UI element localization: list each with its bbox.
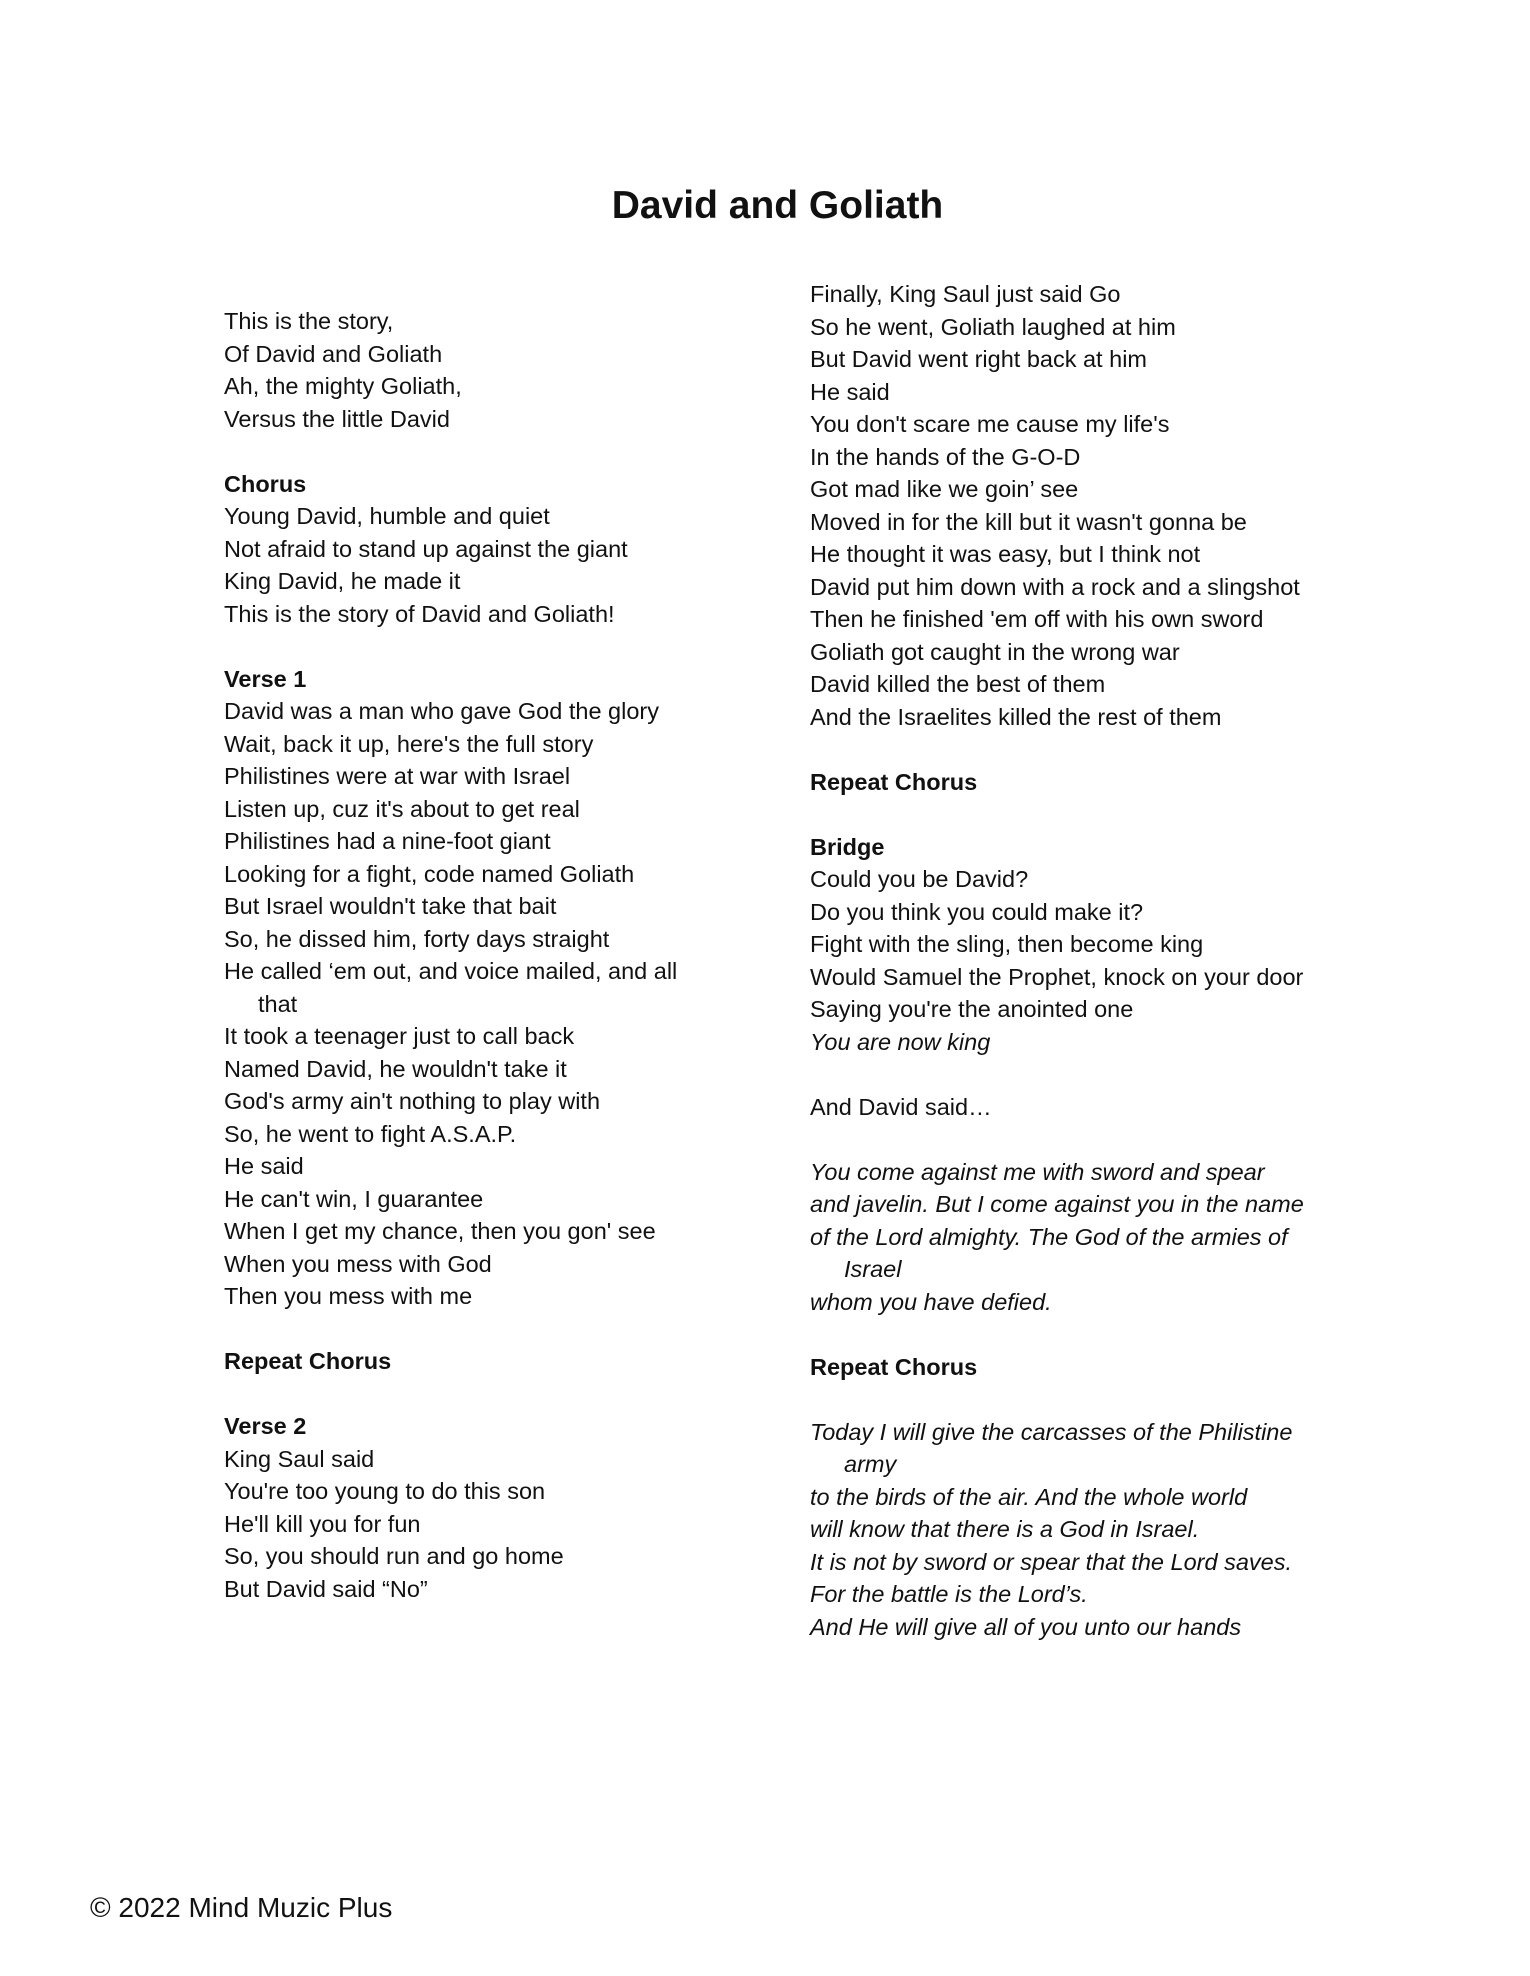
lyric-line: And He will give all of you unto our hands [810, 1613, 1242, 1640]
stanza-gap [224, 1378, 694, 1411]
lyric-line: So, you should run and go home [224, 1543, 564, 1569]
lyric-line: He thought it was easy, but I think not [810, 541, 1201, 567]
lyric-line: Not afraid to stand up against the giant [224, 535, 628, 562]
lyric-line: He said [224, 1153, 304, 1179]
lyric-line: Of David and Goliath [224, 340, 443, 367]
lyrics-left-column [224, 305, 694, 1605]
lyric-line: You're too young to do this son [224, 1478, 546, 1504]
copyright-notice: © 2022 Mind Muzic Plus [90, 1892, 393, 1923]
section-heading: Verse 2 [224, 1413, 307, 1439]
lyric-line: It is not by sword or spear that the Lord saves. [810, 1548, 1292, 1575]
lyric-line: This is the story, [224, 308, 394, 334]
lyric-line: whom you have defied. [810, 1288, 1052, 1315]
lyric-line: Ah, the mighty Goliath, [224, 373, 462, 399]
lyric-line: Young David, humble and quiet [224, 503, 550, 529]
stanza-gap [224, 435, 694, 468]
section-heading: Chorus [224, 470, 307, 497]
lyric-line: Looking for a fight, code named Goliath [224, 860, 635, 887]
lyric-line: So he went, Goliath laughed at him [810, 313, 1176, 340]
lyric-line: will know that there is a God in Israel. [810, 1516, 1200, 1542]
lyric-line: and javelin. But I come against you in the name [810, 1191, 1304, 1217]
lyric-line: You don't scare me cause my life's [810, 411, 1170, 437]
stanza-gap [224, 630, 694, 663]
lyric-line: When I get my chance, then you gon' see [224, 1218, 656, 1244]
lyric-line: Listen up, cuz it's about to get real [224, 795, 580, 822]
lyric-line: Fight with the sling, then become king [810, 931, 1204, 957]
section-heading: Repeat Chorus [224, 1348, 392, 1374]
lyric-line: When you mess with God [224, 1250, 492, 1277]
lyric-line: Could you be David? [810, 866, 1029, 892]
lyric-line: He said [810, 378, 890, 405]
lyrics-right-column [810, 278, 1330, 1643]
section-heading: Verse 1 [224, 665, 307, 692]
lyric-line: to the birds of the air. And the whole world [810, 1483, 1248, 1510]
stanza-gap [810, 733, 1330, 766]
page-title: David and Goliath [611, 184, 944, 227]
lyric-line: Got mad like we goin’ see [810, 476, 1079, 502]
lyric-line: He called ‘em out, and voice mailed, and all that [224, 958, 678, 1017]
section-heading: Bridge [810, 833, 885, 860]
lyric-line: So, he dissed him, forty days straight [224, 925, 610, 952]
lyric-line: King Saul said [224, 1445, 375, 1472]
stanza-gap [810, 1383, 1330, 1416]
lyric-line: Do you think you could make it? [810, 898, 1144, 925]
lyric-line: Named David, he wouldn't take it [224, 1055, 567, 1082]
lyric-line: Then he finished 'em off with his own sword [810, 606, 1264, 632]
lyric-line: In the hands of the G-O-D [810, 443, 1081, 470]
stanza-gap [224, 1313, 694, 1346]
lyric-line: David put him down with a rock and a slingshot [810, 573, 1300, 600]
lyric-line: Then you mess with me [224, 1283, 473, 1309]
lyric-line: Goliath got caught in the wrong war [810, 638, 1180, 665]
lyric-line: of the Lord almighty. The God of the armies of Israel [810, 1223, 1288, 1282]
lyric-line: Wait, back it up, here's the full story [224, 730, 594, 757]
lyric-line: Versus the little David [224, 405, 450, 432]
lyric-line: Finally, King Saul just said Go [810, 281, 1121, 307]
lyric-line: But David said “No” [224, 1575, 428, 1602]
lyric-line: Saying you're the anointed one [810, 996, 1134, 1022]
stanza-gap [810, 798, 1330, 831]
lyric-line: David was a man who gave God the glory [224, 698, 659, 724]
lyric-line: You come against me with sword and spear [810, 1158, 1265, 1185]
lyric-line: Philistines had a nine-foot giant [224, 828, 551, 854]
lyric-line: Moved in for the kill but it wasn't gonna be [810, 508, 1247, 535]
lyric-line: He'll kill you for fun [224, 1510, 421, 1537]
section-heading: Repeat Chorus [810, 1353, 978, 1380]
lyric-line: King David, he made it [224, 568, 461, 594]
lyric-line: And David said… [810, 1093, 992, 1120]
lyric-line: So, he went to fight A.S.A.P. [224, 1120, 517, 1147]
lyric-line: And the Israelites killed the rest of them [810, 703, 1222, 730]
lyric-line: David killed the best of them [810, 671, 1106, 697]
stanza-gap [810, 1058, 1330, 1091]
stanza-gap [810, 1318, 1330, 1351]
lyric-line: For the battle is the Lord’s. [810, 1581, 1088, 1607]
stanza-gap [810, 1123, 1330, 1156]
section-heading: Repeat Chorus [810, 768, 978, 795]
lyric-line: This is the story of David and Goliath! [224, 600, 615, 627]
lyric-line: He can't win, I guarantee [224, 1185, 484, 1212]
lyric-line: God's army ain't nothing to play with [224, 1088, 601, 1114]
lyric-line: But Israel wouldn't take that bait [224, 893, 557, 919]
lyric-line: But David went right back at him [810, 346, 1147, 372]
lyric-line: It took a teenager just to call back [224, 1023, 575, 1049]
lyric-line: Philistines were at war with Israel [224, 763, 571, 789]
lyric-line: Would Samuel the Prophet, knock on your door [810, 963, 1304, 990]
lyric-line: You are now king [810, 1028, 991, 1055]
lyric-line: Today I will give the carcasses of the Philistine army [810, 1418, 1293, 1477]
